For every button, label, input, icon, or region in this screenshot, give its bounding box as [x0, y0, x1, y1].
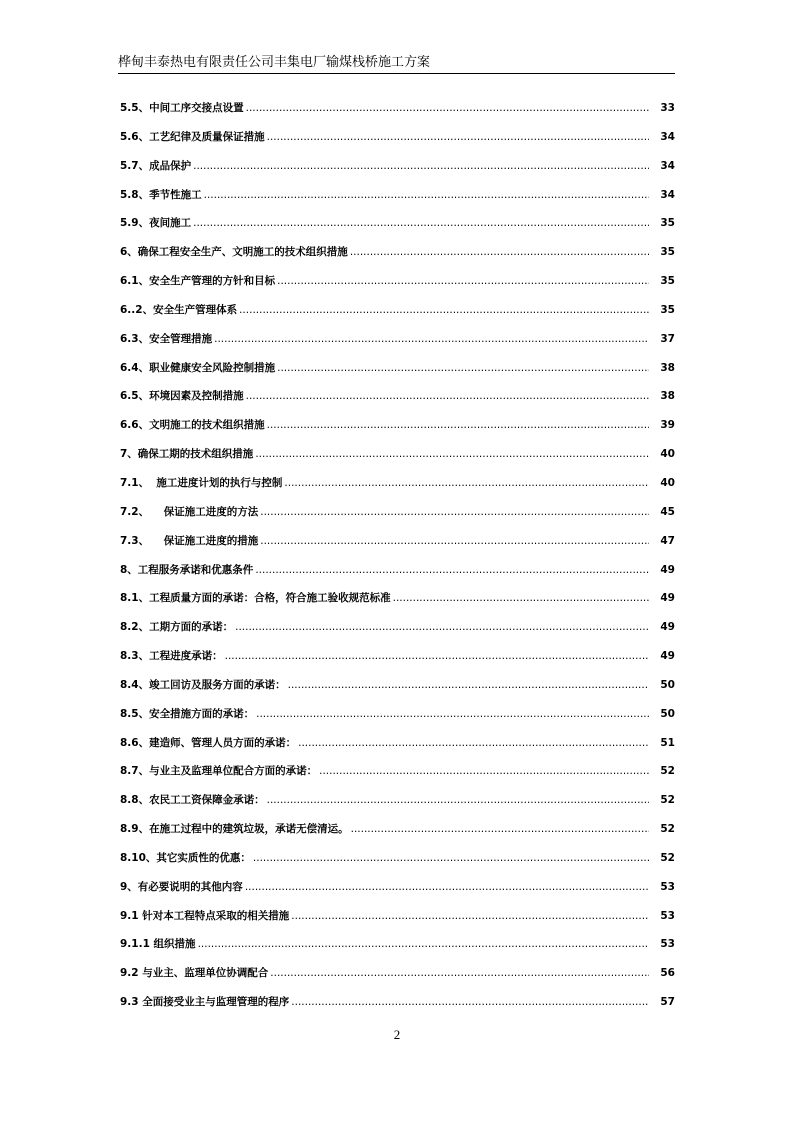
toc-entry-title: 7.1、 施工进度计划的执行与控制 — [120, 476, 283, 489]
toc-dot-leader — [260, 502, 649, 522]
toc-dot-leader — [351, 819, 649, 839]
toc-entry-title: 6.1、安全生产管理的方针和目标 — [120, 275, 276, 288]
toc-entry-title: 6.5、环境因素及控制措施 — [120, 390, 244, 403]
toc-entry-page: 49 — [660, 650, 675, 663]
toc-entry-page: 57 — [660, 996, 675, 1009]
toc-dot-leader — [291, 906, 649, 926]
toc-entry-title: 6.6、文明施工的技术组织措施 — [120, 419, 265, 432]
toc-entry-page: 53 — [660, 938, 675, 951]
toc-entry-title: 6..2、安全生产管理体系 — [120, 303, 238, 316]
toc-entry-page: 50 — [660, 707, 675, 720]
toc-entry-title: 8.4、竣工回访及服务方面的承诺： — [120, 678, 286, 691]
toc-entry-page: 35 — [660, 275, 675, 288]
toc-dot-leader — [255, 444, 649, 464]
toc-entry[interactable] — [120, 213, 675, 242]
toc-entry-page: 38 — [660, 361, 675, 374]
toc-dot-leader — [204, 185, 649, 205]
toc-entry-page: 52 — [660, 765, 675, 778]
toc-entry-title: 8、工程服务承诺和优惠条件 — [120, 563, 254, 576]
toc-dot-leader — [350, 242, 649, 262]
toc-dot-leader — [246, 98, 649, 118]
toc-dot-leader — [277, 271, 649, 291]
toc-entry-title: 8.5、安全措施方面的承诺： — [120, 707, 255, 720]
toc-entry-title: 5.5、中间工序交接点设置 — [120, 102, 244, 114]
toc-dot-leader — [288, 675, 649, 695]
toc-entry[interactable] — [120, 906, 675, 935]
toc-entry[interactable] — [120, 934, 675, 963]
toc-dot-leader — [255, 560, 649, 580]
toc-dot-leader — [267, 127, 649, 147]
toc-entry-page: 49 — [660, 563, 675, 576]
toc-entry[interactable] — [120, 358, 675, 387]
toc-entry-page: 35 — [660, 303, 675, 316]
toc-dot-leader — [246, 386, 649, 406]
toc-entry-title: 7、确保工期的技术组织措施 — [120, 448, 254, 461]
toc-entry-title: 8.3、工程进度承诺： — [120, 650, 223, 663]
toc-entry[interactable] — [120, 271, 675, 300]
toc-entry-page: 39 — [660, 419, 675, 432]
toc-entry-title: 9.1 针对本工程特点采取的相关措施 — [120, 909, 290, 922]
toc-entry-page: 35 — [660, 217, 675, 230]
toc-entry[interactable] — [120, 733, 675, 762]
toc-entry[interactable] — [120, 444, 675, 473]
toc-entry-title: 9.2 与业主、监理单位协调配合 — [120, 967, 269, 980]
toc-dot-leader — [225, 646, 649, 666]
toc-entry[interactable] — [120, 675, 675, 704]
table-of-contents — [120, 98, 675, 1021]
toc-dot-leader — [245, 877, 649, 897]
toc-dot-leader — [239, 300, 649, 320]
toc-entry-page: 38 — [660, 390, 675, 403]
toc-entry[interactable] — [120, 386, 675, 415]
toc-entry[interactable] — [120, 588, 675, 617]
toc-entry-title: 7.2、 保证施工进度的方法 — [120, 505, 259, 518]
toc-entry-title: 8.8、农民工工资保障金承诺： — [120, 794, 265, 807]
toc-entry-title: 8.6、建造师、管理人员方面的承诺： — [120, 736, 297, 749]
toc-entry[interactable] — [120, 98, 675, 127]
toc-entry-title: 9.1.1 组织措施 — [120, 938, 196, 951]
toc-dot-leader — [253, 848, 649, 868]
toc-entry-title: 8.7、与业主及监理单位配合方面的承诺： — [120, 765, 318, 778]
toc-entry-title: 5.6、工艺纪律及质量保证措施 — [120, 130, 265, 143]
toc-entry-page: 56 — [660, 967, 675, 980]
toc-entry[interactable] — [120, 415, 675, 444]
toc-entry[interactable] — [120, 531, 675, 560]
toc-entry-title: 6、确保工程安全生产、文明施工的技术组织措施 — [120, 246, 348, 259]
toc-entry-title: 7.3、 保证施工进度的措施 — [120, 534, 259, 547]
toc-entry-title: 8.10、其它实质性的优惠： — [120, 851, 251, 864]
toc-dot-leader — [277, 358, 649, 378]
toc-entry-title: 5.9、夜间施工 — [120, 217, 192, 230]
toc-entry-page: 34 — [660, 188, 675, 201]
toc-dot-leader — [267, 790, 649, 810]
toc-dot-leader — [256, 704, 649, 724]
toc-entry-page: 51 — [660, 736, 675, 749]
toc-dot-leader — [214, 329, 649, 349]
toc-entry[interactable] — [120, 242, 675, 271]
document-header: 桦甸丰泰热电有限责任公司丰集电厂输煤栈桥施工方案 — [118, 55, 431, 70]
toc-entry[interactable] — [120, 185, 675, 214]
toc-entry[interactable] — [120, 127, 675, 156]
header-rule — [118, 73, 675, 74]
toc-entry[interactable] — [120, 300, 675, 329]
toc-entry-page: 37 — [660, 332, 675, 345]
toc-entry-page: 53 — [660, 909, 675, 922]
toc-entry-page: 35 — [660, 246, 675, 259]
toc-entry-title: 9.3 全面接受业主与监理管理的程序 — [120, 996, 290, 1009]
toc-entry-title: 8.1、工程质量方面的承诺：合格，符合施工验收规范标准 — [120, 592, 391, 605]
toc-entry-page: 53 — [660, 880, 675, 893]
toc-dot-leader — [298, 733, 649, 753]
toc-dot-leader — [267, 415, 649, 435]
toc-entry-title: 5.8、季节性施工 — [120, 188, 202, 201]
toc-entry-page: 33 — [660, 102, 675, 114]
toc-entry-page: 45 — [660, 505, 675, 518]
toc-entry-page: 34 — [660, 130, 675, 143]
toc-dot-leader — [270, 963, 649, 983]
toc-dot-leader — [235, 617, 649, 637]
toc-entry-page: 40 — [660, 476, 675, 489]
toc-entry[interactable] — [120, 329, 675, 358]
toc-dot-leader — [193, 213, 649, 233]
toc-entry-title: 5.7、成品保护 — [120, 159, 192, 172]
toc-dot-leader — [319, 761, 649, 781]
toc-dot-leader — [284, 473, 649, 493]
toc-entry[interactable] — [120, 992, 675, 1021]
toc-entry[interactable] — [120, 761, 675, 790]
toc-entry[interactable] — [120, 617, 675, 646]
toc-entry[interactable] — [120, 877, 675, 906]
toc-entry-title: 8.2、工期方面的承诺： — [120, 621, 234, 634]
toc-dot-leader — [260, 531, 649, 551]
toc-entry[interactable] — [120, 560, 675, 589]
toc-entry-page: 47 — [660, 534, 675, 547]
toc-entry[interactable] — [120, 819, 675, 848]
toc-entry[interactable] — [120, 848, 675, 877]
toc-entry[interactable] — [120, 790, 675, 819]
toc-entry-title: 6.3、安全管理措施 — [120, 332, 213, 345]
toc-entry[interactable] — [120, 473, 675, 502]
toc-entry[interactable] — [120, 502, 675, 531]
toc-dot-leader — [193, 156, 649, 176]
toc-entry-page: 52 — [660, 794, 675, 807]
toc-dot-leader — [291, 992, 649, 1012]
toc-entry-page: 49 — [660, 592, 675, 605]
toc-dot-leader — [198, 934, 649, 954]
toc-entry[interactable] — [120, 704, 675, 733]
toc-entry-title: 9、有必要说明的其他内容 — [120, 880, 243, 893]
toc-entry-page: 49 — [660, 621, 675, 634]
toc-entry[interactable] — [120, 646, 675, 675]
page-number: 2 — [393, 1027, 401, 1042]
toc-entry-title: 8.9、在施工过程中的建筑垃圾，承诺无偿清运。 — [120, 823, 349, 836]
toc-entry-page: 52 — [660, 823, 675, 836]
toc-dot-leader — [393, 588, 649, 608]
toc-entry-title: 6.4、职业健康安全风险控制措施 — [120, 361, 276, 374]
toc-entry[interactable] — [120, 156, 675, 185]
toc-entry[interactable] — [120, 963, 675, 992]
toc-entry-page: 40 — [660, 448, 675, 461]
toc-entry-page: 34 — [660, 159, 675, 172]
toc-entry-page: 50 — [660, 678, 675, 691]
toc-entry-page: 52 — [660, 851, 675, 864]
